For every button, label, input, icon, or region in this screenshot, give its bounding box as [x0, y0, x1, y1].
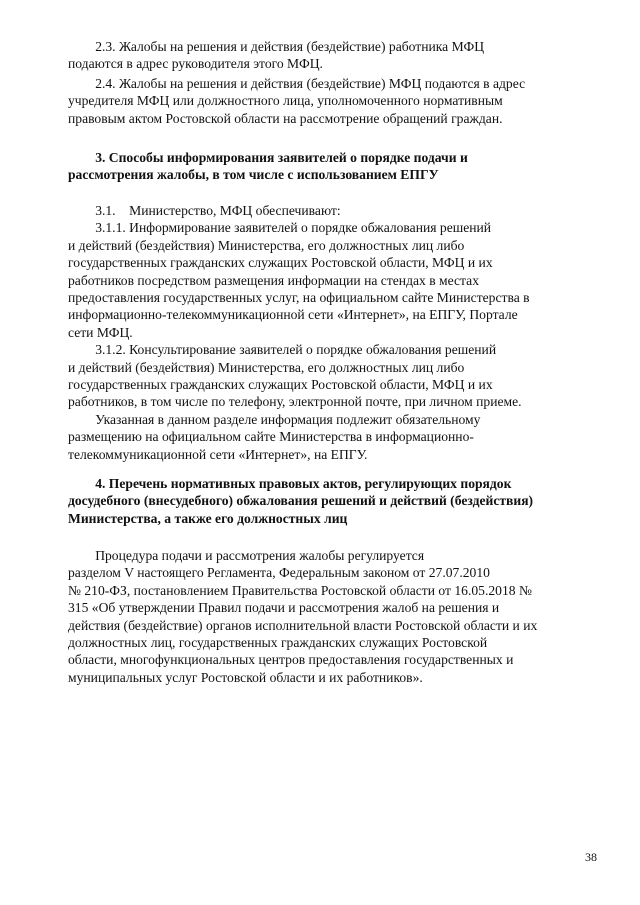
text-line: информационно-телекоммуникационной сети «Интернет», на ЕПГУ, Портале — [68, 307, 518, 323]
text-line: сети МФЦ. — [68, 324, 133, 340]
section-3-body — [68, 202, 596, 463]
text-line: подаются в адрес руководителя этого МФЦ. — [68, 56, 323, 72]
text-line: области, многофункциональных центров предоставления государственных и — [68, 652, 514, 668]
text-line: Указанная в данном разделе информация подлежит обязательному — [68, 411, 481, 427]
text-line: муниципальных услуг Ростовской области и их работников». — [68, 669, 423, 685]
text-line: 2.4. Жалобы на решения и действия (бездействие) МФЦ подаются в адрес — [68, 76, 526, 91]
text-line: 2.3. Жалобы на решения и действия (бездействие) работника МФЦ — [68, 39, 485, 54]
heading-line: 4. Перечень нормативных правовых актов, регулирующих порядок — [68, 476, 512, 491]
text-line: 3.1. Министерство, МФЦ обеспечивают: — [68, 203, 341, 218]
heading-line: 3. Способы информирования заявителей о порядке подачи и — [68, 150, 468, 165]
page-number: 38 — [585, 850, 597, 864]
text-line: 3.1.2. Консультирование заявителей о порядке обжалования решений — [68, 342, 497, 358]
text-line: государственных гражданских служащих Ростовской области, МФЦ и их — [68, 255, 493, 271]
text-line: и действий (бездействия) Министерства, его должностных лиц либо — [68, 237, 465, 253]
section-3-heading — [68, 149, 596, 184]
text-line: предоставления государственных услуг, на официальном сайте Министерства в — [68, 290, 530, 306]
section-4-heading — [68, 475, 596, 527]
text-line: телекоммуникационной сети «Интернет», на ЕПГУ. — [68, 446, 368, 462]
text-line: правовым актом Ростовской области на рассмотрение обращений граждан. — [68, 110, 503, 126]
heading-line: рассмотрения жалобы, в том числе с использованием ЕПГУ — [68, 167, 439, 183]
text-line: 315 «Об утверждении Правил подачи и рассмотрения жалоб на решения и — [68, 600, 500, 616]
paragraph-2-3 — [68, 38, 596, 73]
heading-line: досудебного (внесудебного) обжалования решений и действий (бездействия) — [68, 493, 534, 509]
text-line: размещению на официальном сайте Министерства в информационно- — [68, 429, 474, 445]
paragraph-2-4 — [68, 75, 596, 127]
text-line: государственных гражданских служащих Ростовской области, МФЦ и их — [68, 377, 493, 393]
section-4-body — [68, 547, 596, 686]
text-line: Процедура подачи и рассмотрения жалобы регулируется — [68, 548, 425, 563]
text-line: работников, в том числе по телефону, электронной почте, при личном приеме. — [68, 394, 522, 410]
text-line: работников посредством размещения информации на стендах в местах — [68, 272, 479, 288]
text-line: № 210-ФЗ, постановлением Правительства Ростовской области от 16.05.2018 № — [68, 582, 532, 598]
text-line: действия (бездействие) органов исполнительной власти Ростовской области и их — [68, 617, 538, 633]
text-line: разделом V настоящего Регламента, Федеральным законом от 27.07.2010 — [68, 565, 490, 581]
text-line: учредителя МФЦ или должностного лица, уполномоченного нормативным — [68, 93, 503, 109]
text-line: и действий (бездействия) Министерства, его должностных лиц либо — [68, 359, 465, 375]
text-line: должностных лиц, государственных гражданских служащих Ростовской — [68, 635, 488, 651]
text-line: 3.1.1. Информирование заявителей о порядке обжалования решений — [68, 220, 492, 236]
heading-line: Министерства, а также его должностных лиц — [68, 510, 348, 526]
